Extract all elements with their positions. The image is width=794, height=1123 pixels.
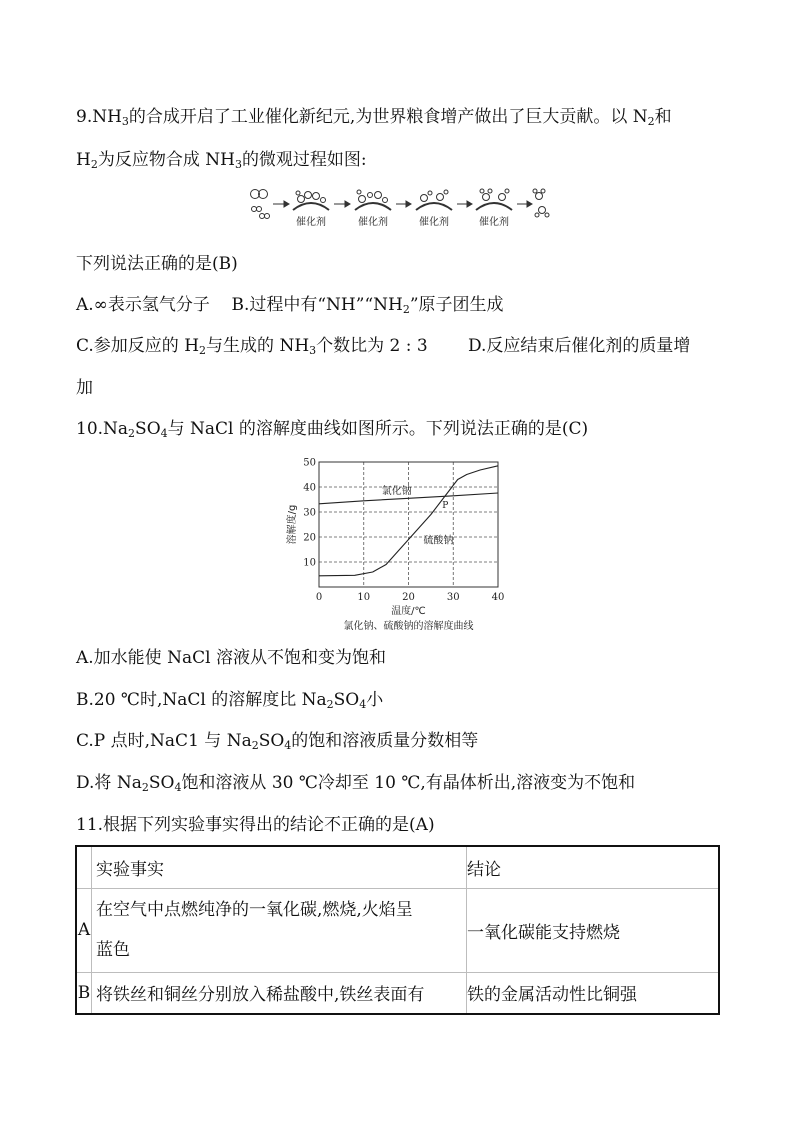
- chart-y-label: 溶解度/g: [287, 504, 298, 545]
- y-tick-label: 10: [303, 557, 316, 569]
- row-fact: 在空气中点燃纯净的一氧化碳,燃烧,火焰呈 蓝色: [92, 888, 467, 972]
- solubility-chart: [286, 452, 516, 630]
- reaction-process-diagram: [246, 184, 556, 230]
- table-header-row: [76, 846, 719, 888]
- point-label-p: P: [442, 500, 449, 511]
- molecules-adsorbed: [296, 189, 509, 203]
- x-tick-label: 20: [402, 592, 415, 603]
- q10-option-b: B.20 ℃时,NaCl 的溶解度比 $Na_2SO_4$小: [76, 690, 384, 711]
- q9-line-1: $9.NH_3$的合成开启了工业催化新纪元,为世界粮食增产做出了巨大贡献。以 $N_2$和: [76, 107, 672, 128]
- series-label: 硫酸钠: [423, 535, 454, 547]
- q9-stem: 下列说法正确的是(B): [76, 254, 238, 274]
- row-conclusion: 一氧化碳能支持燃烧: [467, 888, 720, 972]
- chart-y-ticks: [303, 458, 316, 569]
- catalyst-label-3: 催化剂: [419, 217, 449, 228]
- chart-grid: [319, 462, 498, 587]
- catalyst-label-2: 催化剂: [358, 217, 388, 228]
- y-tick-label: 20: [303, 532, 316, 544]
- table-row: [76, 972, 719, 1014]
- x-tick-label: 30: [446, 592, 460, 603]
- q9-options-cd: [76, 335, 716, 357]
- y-tick-label: 30: [303, 507, 316, 519]
- row-fact: 将铁丝和铜丝分别放入稀盐酸中,铁丝表面有: [92, 972, 467, 1014]
- experiment-table: [75, 845, 720, 1015]
- row-label: A: [76, 888, 92, 972]
- chart-x-label: 温度/℃: [391, 606, 426, 617]
- q9-options-ab: [76, 294, 504, 316]
- catalyst-label-1: 催化剂: [296, 217, 326, 228]
- x-tick-label: 40: [491, 592, 505, 603]
- q9-option-b: B.过程中有“$NH”“NH_2$”原子团生成: [231, 295, 504, 316]
- arrow-icon: [273, 201, 289, 207]
- q10-stem: $10.Na_2SO_4$与 NaCl 的溶解度曲线如图所示。下列说法正确的是(C): [76, 419, 589, 440]
- row-conclusion: 铁的金属活动性比铜强: [467, 972, 720, 1014]
- q9-option-d: D.反应结束后催化剂的质量增: [468, 336, 691, 356]
- q10-option-a: A.加水能使 NaCl 溶液从不饱和变为饱和: [76, 648, 386, 668]
- molecules-products: [533, 189, 549, 217]
- chart-caption: 氯化钠、硫酸钠的溶解度曲线: [343, 621, 474, 630]
- x-tick-label: 0: [315, 592, 323, 603]
- series-label: 氯化钠: [381, 485, 412, 497]
- row-label: B: [76, 972, 92, 1014]
- q9-option-a: A.∞表示氢气分子: [76, 295, 210, 315]
- y-tick-label: 40: [303, 482, 316, 494]
- table-header-fact: 实验事实: [92, 846, 467, 888]
- q9-line-2: $H_2$为反应物合成 $NH_3$的微观过程如图:: [76, 150, 367, 171]
- y-tick-label: 50: [303, 457, 316, 469]
- q10-option-c: C.P 点时,NaC1 与 $Na_2SO_4$的饱和溶液质量分数相等: [76, 731, 479, 752]
- q9-option-c: C.参加反应的 $H_2$与生成的 $NH_3$个数比为 2 : 3: [76, 336, 428, 357]
- table-header-conclusion: 结论: [467, 846, 720, 888]
- molecules-reactants: [251, 190, 270, 219]
- table-header-blank: [76, 846, 92, 888]
- q10-option-d: D.将 $Na_2SO_4$饱和溶液从 30 ℃冷却至 10 ℃,有晶体析出,溶液变为不饱和: [76, 773, 636, 794]
- table-row: [76, 888, 719, 972]
- q9-option-d-continued: 加: [76, 378, 93, 398]
- catalyst-label-4: 催化剂: [479, 217, 509, 228]
- x-tick-label: 10: [357, 592, 371, 603]
- q11-stem: 11.根据下列实验事实得出的结论不正确的是(A): [76, 815, 435, 835]
- chart-x-ticks: [316, 592, 505, 603]
